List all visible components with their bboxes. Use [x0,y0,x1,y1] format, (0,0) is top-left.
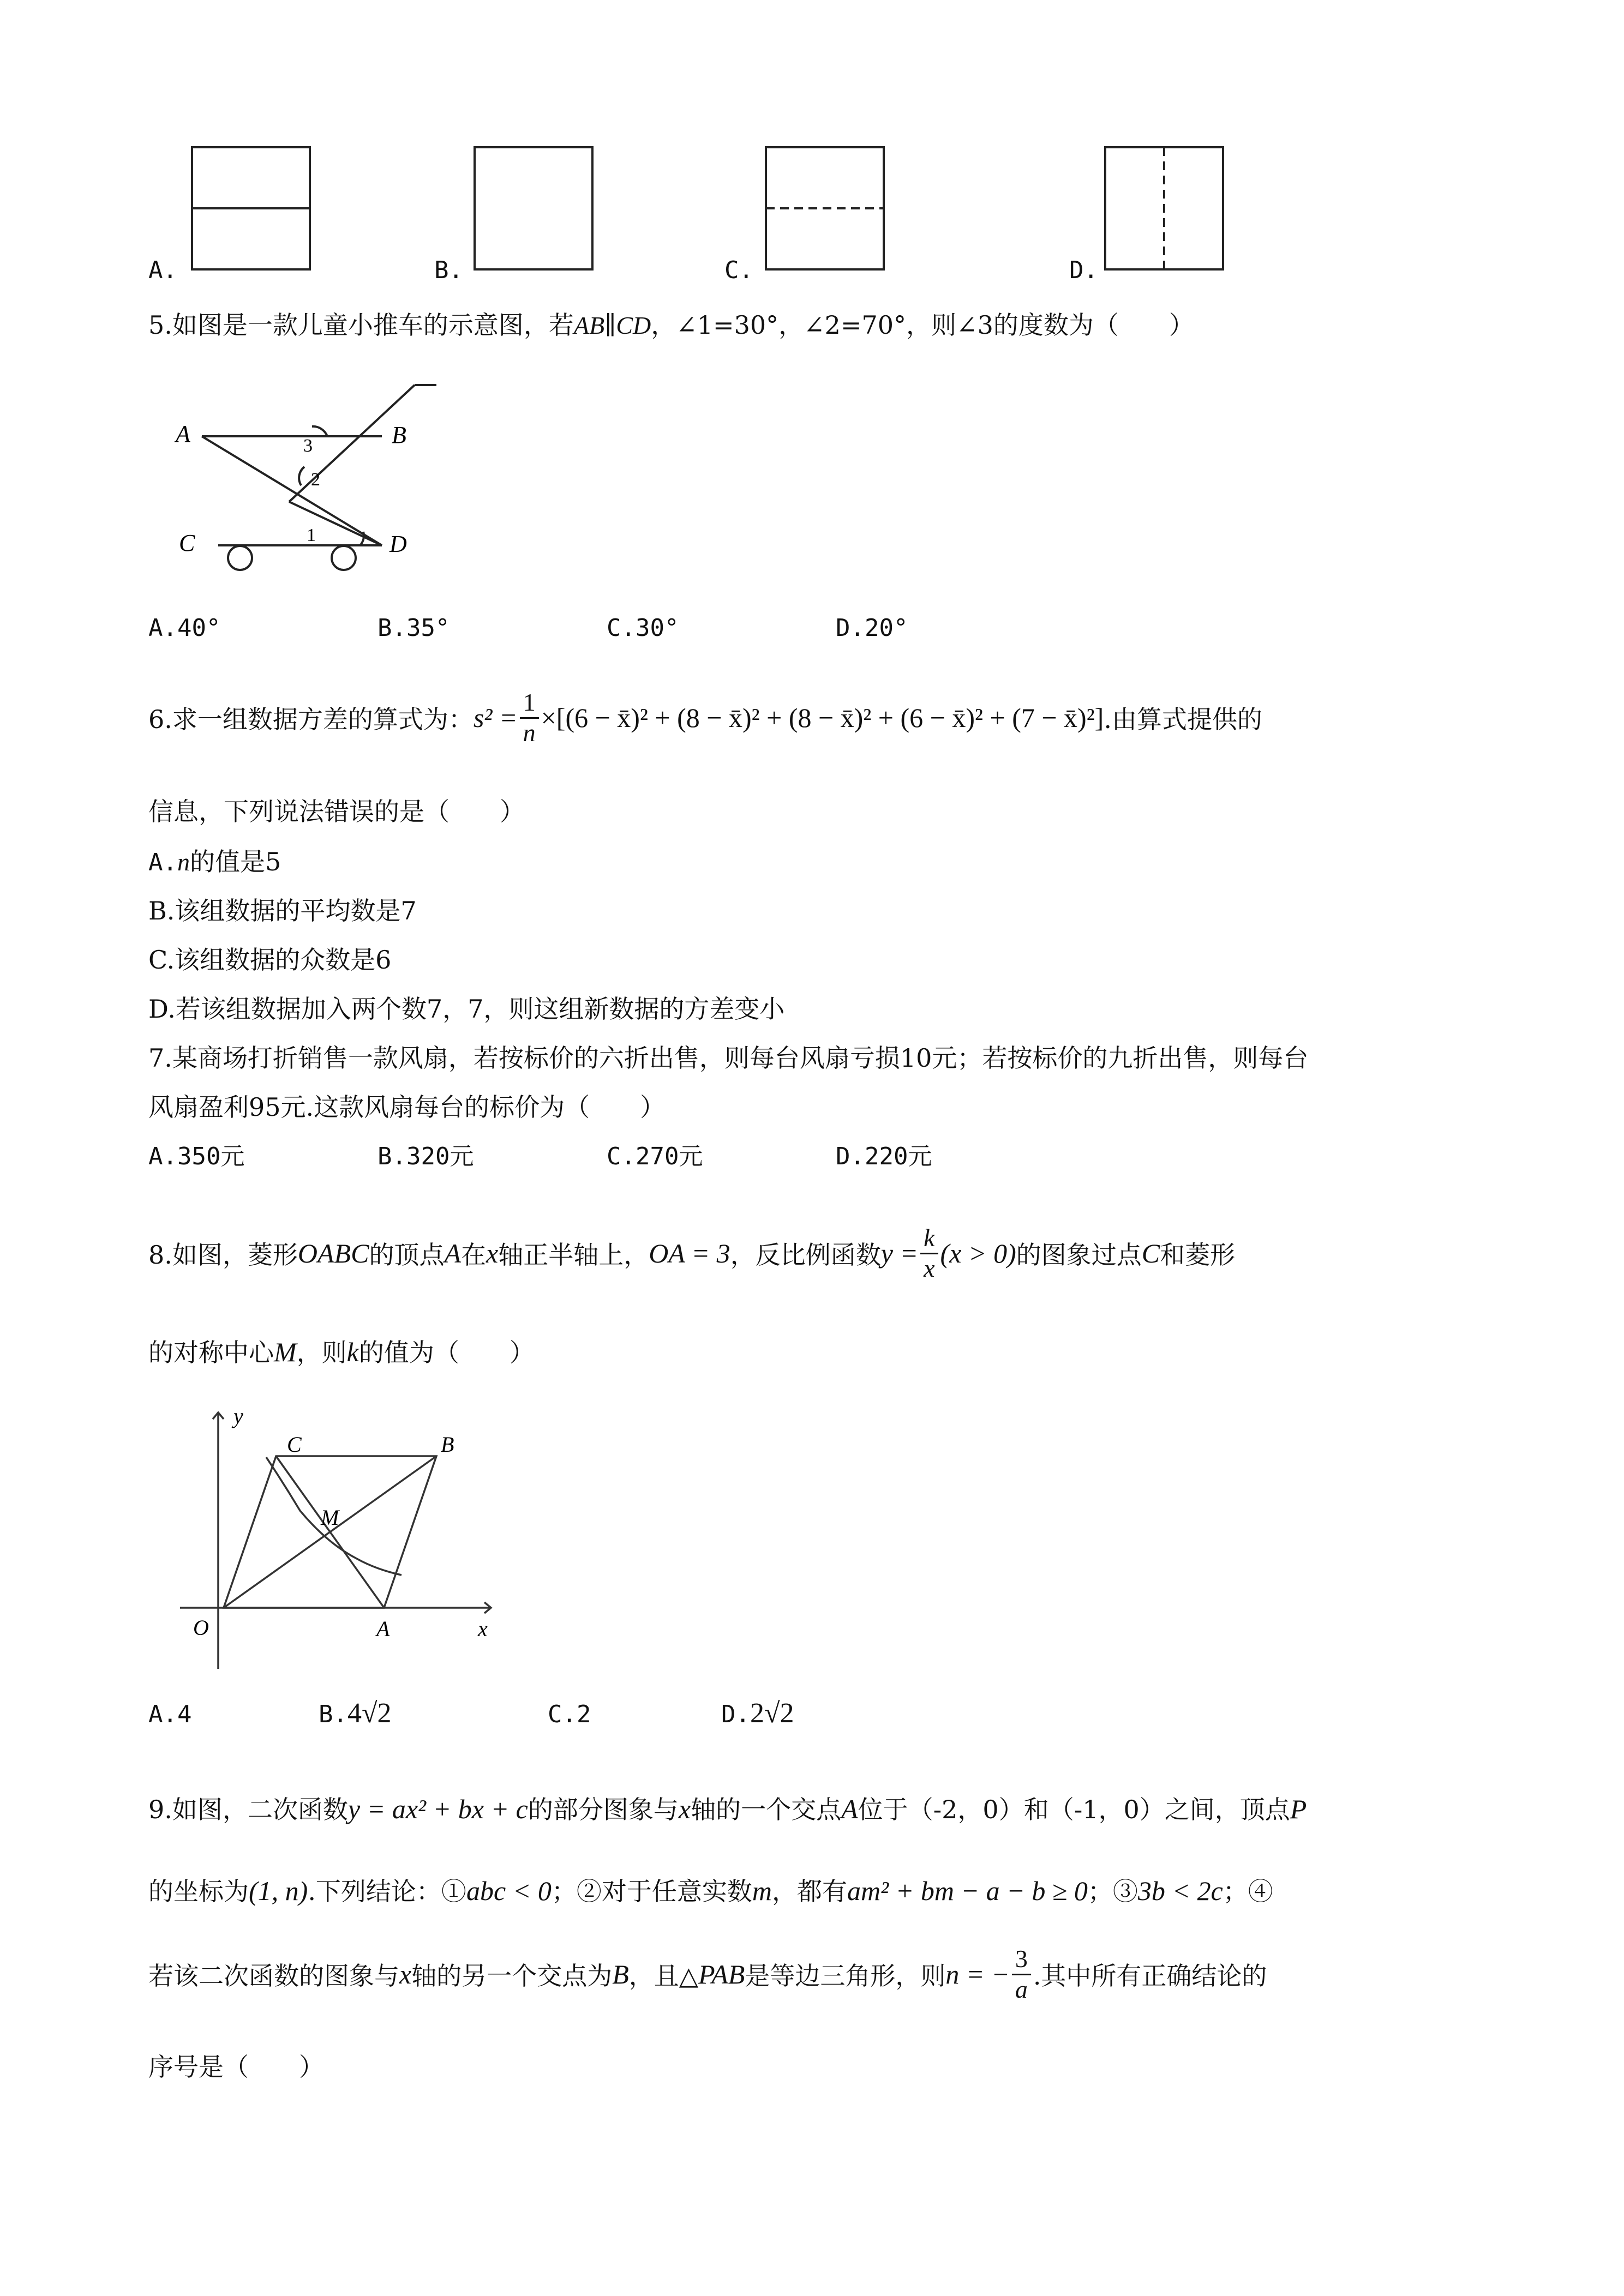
q4-figure-a [192,147,310,269]
q5-option-c: C.30° [607,614,679,642]
q6-formula-rhs: ×[(6 − x̄)² + (8 − x̄)² + (8 − x̄)² + (6 − x̄)² + (7 − x̄)²] [541,702,1104,734]
q5-label-d: D [389,531,407,557]
q4-option-c-label: C. [724,256,753,284]
q9-fraction: $\frac{3}{a}$ [1012,1945,1031,2004]
q8-label-m: M [321,1505,339,1530]
q6-suffix: .由算式提供的 [1104,705,1262,735]
q6-prefix: 6.求一组数据方差的算式为： [148,705,474,735]
q8-label-b: B [441,1432,454,1457]
q6-option-d: D.若该组数据加入两个数7，7，则这组新数据的方差变小 [148,994,785,1024]
q5-option-a: A.40° [148,614,221,642]
q8-rhombus-figure [164,1396,513,1680]
q5-option-d: D.20° [836,614,908,642]
q5-option-b: B.35° [377,614,450,642]
q4-option-d-label: D. [1069,256,1098,284]
q9-stem-line2: 的坐标为(1, n).下列结论：①abc < 0；②对于任意实数m，都有am² + bm − a − b ≥ 0；③3b < 2c；④ [148,1876,1273,1906]
q5-angle-3: 3 [303,436,313,456]
q4-option-a-label: A. [148,256,177,284]
q5-stroller-figure [164,371,469,589]
q5-text-b: ，∠1=30°，∠2=70°，则∠3的度数为（ ） [651,310,1194,340]
q7-option-b: B.320元 [377,1143,474,1170]
q4-figures [0,0,1624,294]
q8-option-d: D.2√2 [721,1698,794,1729]
q7-option-c: C.270元 [607,1143,703,1170]
q5-math-ab-cd: AB∥CD [573,311,651,339]
q9-stem-line3: 若该二次函数的图象与 x 轴的另一个交点为 B ，且△ PAB 是等边三角形，则 n = − $\frac{3}{a}$ .其中所有正确结论的 [148,1945,1267,2003]
q5-angle-1: 1 [307,525,316,545]
q6-line2: 信息，下列说法错误的是（ ） [148,797,525,826]
q5-label-c: C [179,530,195,556]
q6-option-b: B.该组数据的平均数是7 [148,896,417,925]
q5-label-a: A [176,420,190,447]
q8-option-c: C.2 [548,1700,591,1728]
q7-line2: 风扇盈利95元.这款风扇每台的标价为（ ） [148,1092,666,1122]
q6-option-c: C.该组数据的众数是6 [148,945,392,975]
q8-label-c: C [287,1432,302,1457]
q8-label-a: A [376,1616,390,1641]
q5-label-b: B [392,422,406,448]
q8-stem-line1: 8.如图，菱形 OABC 的顶点 A 在 x 轴正半轴上， OA = 3 ，反比例函数 y = $\frac{k}{x}$ (x > 0) 的图象过点 C 和菱形 [148,1224,1236,1282]
q8-option-b: B.4√2 [319,1698,392,1729]
q8-axis-x-label: x [478,1616,488,1641]
q4-figure-c [766,147,884,269]
q8-axis-y-label: y [233,1404,243,1428]
q5-text-a: 5.如图是一款儿童小推车的示意图，若 [148,310,574,340]
q8-stem-line2: 的对称中心M，则k的值为（ ） [148,1337,535,1367]
q6-frac-num: 1 [520,688,539,719]
q6-fraction [520,688,539,748]
q9-stem-line4: 序号是（ ） [148,2052,324,2082]
q6-stem [148,688,1262,748]
q7-option-d: D.220元 [836,1143,932,1170]
q4-figure-d [1105,147,1223,269]
q7-option-a: A.350元 [148,1143,245,1170]
q6-option-a: A.n的值是5 [148,847,281,876]
q9-stem-line1: 9.如图，二次函数y = ax² + bx + c的部分图象与x轴的一个交点A位于（-2，0）和（-1，0）之间，顶点P [148,1794,1307,1824]
q7-line1: 7.某商场打折销售一款风扇，若按标价的六折出售，则每台风扇亏损10元；若按标价的九折出售，则每台 [148,1043,1309,1073]
q4-figure-b [475,147,592,269]
q8-option-a: A.4 [148,1700,192,1728]
q8-label-o: O [193,1615,209,1640]
q4-option-b-label: B. [434,256,463,284]
q6-formula-lhs: s² = [473,702,518,734]
q8-fraction: $\frac{k}{x}$ [920,1224,938,1283]
q6-frac-den: n [523,718,536,747]
q5-stem [148,305,1194,341]
q5-angle-2: 2 [311,470,320,490]
